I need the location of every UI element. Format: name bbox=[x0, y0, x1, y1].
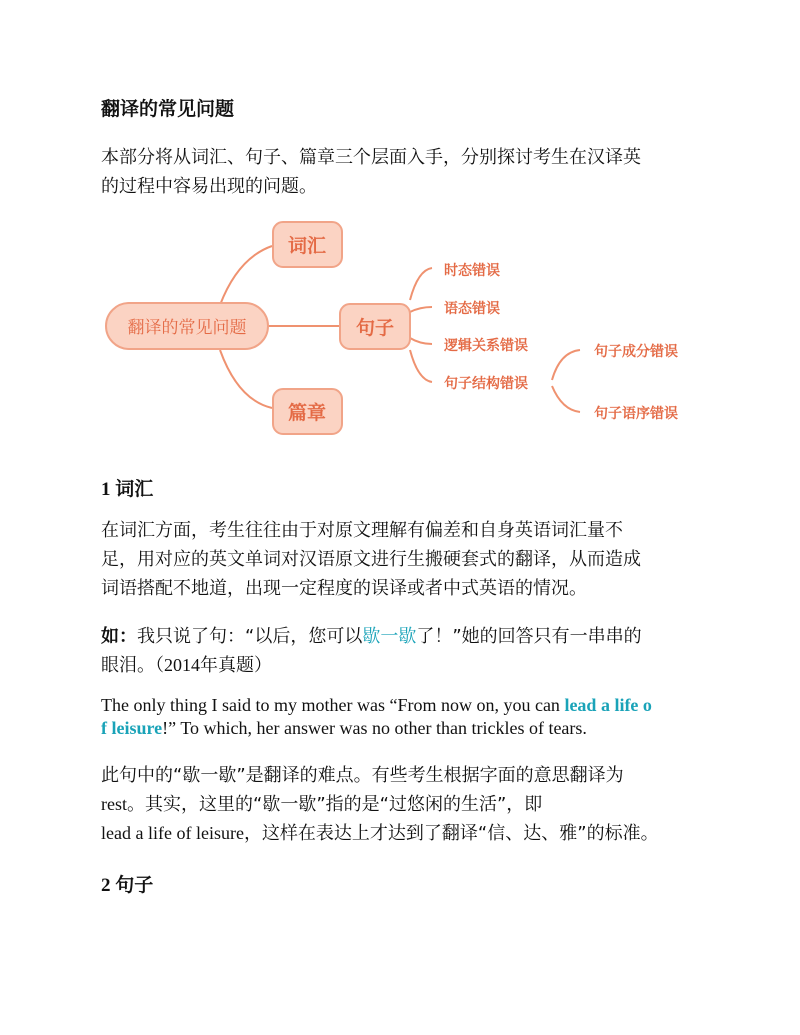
node-root-label: 翻译的常见问题 bbox=[127, 318, 247, 338]
intro-line-1: 本部分将从词汇、句子、篇章三个层面入手，分别探讨考生在汉译英 bbox=[101, 147, 641, 168]
example-highlight: 歇一歇 bbox=[362, 626, 417, 647]
section-1-heading bbox=[101, 474, 153, 501]
node-vocab bbox=[273, 222, 342, 267]
node-root bbox=[106, 303, 268, 349]
example-year: 2014 bbox=[164, 655, 200, 675]
section-1-title: 词汇 bbox=[115, 478, 154, 500]
leaf-logic-error: 逻辑关系错误 bbox=[444, 338, 528, 354]
link-sentence-items bbox=[410, 268, 432, 382]
analysis-rest: rest bbox=[101, 794, 127, 814]
example-paragraph bbox=[101, 622, 701, 680]
node-sentence-label: 句子 bbox=[355, 317, 395, 339]
leaf-tense-error: 时态错误 bbox=[444, 263, 500, 279]
example-text-post: 了！”她的回答只有一串串的 bbox=[416, 626, 642, 647]
leaf-component-error: 句子成分错误 bbox=[594, 344, 678, 360]
translation-post: !” To which, her answer was no other than trickles of tears. bbox=[162, 718, 587, 738]
section-2-number: 2 bbox=[101, 875, 116, 896]
leaf-order-error: 句子语序错误 bbox=[594, 406, 678, 422]
section-1-number: 1 bbox=[101, 479, 116, 500]
node-sentence bbox=[340, 304, 410, 349]
translation-highlight-1: lead a life o bbox=[564, 695, 652, 715]
analysis-paragraph bbox=[101, 761, 721, 848]
mindmap-diagram bbox=[0, 0, 800, 450]
section-2-title: 句子 bbox=[115, 874, 154, 896]
translation-highlight-2: f leisure bbox=[101, 718, 163, 738]
example-line-2b: 年真题） bbox=[200, 655, 272, 676]
vocab-line-2: 足，用对应的英文单词对汉语原文进行生搬硬套式的翻译，从而造成 bbox=[101, 549, 641, 570]
example-line-2a: 眼泪。（ bbox=[101, 655, 164, 676]
link-structure-items bbox=[552, 350, 580, 412]
analysis-phrase: lead a life of leisure bbox=[101, 823, 244, 843]
analysis-line-1: 此句中的“歇一歇”是翻译的难点。有些考生根据字面的意思翻译为 bbox=[101, 765, 624, 786]
translation-paragraph bbox=[101, 694, 701, 740]
node-vocab-label: 词汇 bbox=[287, 235, 327, 257]
vocab-line-1: 在词汇方面，考生往往由于对原文理解有偏差和自身英语词汇量不 bbox=[101, 520, 623, 541]
vocab-paragraph bbox=[101, 516, 701, 603]
section-title: 翻译的常见问题 bbox=[101, 98, 235, 120]
analysis-line-2: 。其实，这里的“歇一歇”指的是“过悠闲的生活”，即 bbox=[127, 794, 543, 815]
link-root-vocab bbox=[220, 246, 272, 305]
example-text-pre: 我只说了句：“以后，您可以 bbox=[137, 626, 363, 647]
node-discourse-label: 篇章 bbox=[287, 402, 327, 424]
node-discourse bbox=[273, 389, 342, 434]
leaf-structure-error: 句子结构错误 bbox=[444, 376, 528, 392]
leaf-voice-error: 语态错误 bbox=[444, 301, 500, 317]
example-label: 如： bbox=[101, 626, 137, 647]
vocab-line-3: 词语搭配不地道，出现一定程度的误译或者中式英语的情况。 bbox=[101, 578, 587, 599]
section-2-heading bbox=[101, 870, 153, 897]
analysis-line-3: ，这样在表达上才达到了翻译“信、达、雅”的标准。 bbox=[243, 823, 659, 844]
link-root-discourse bbox=[220, 350, 272, 408]
intro-line-2: 的过程中容易出现的问题。 bbox=[101, 176, 317, 197]
translation-pre: The only thing I said to my mother was “From now on, you can bbox=[101, 695, 565, 715]
